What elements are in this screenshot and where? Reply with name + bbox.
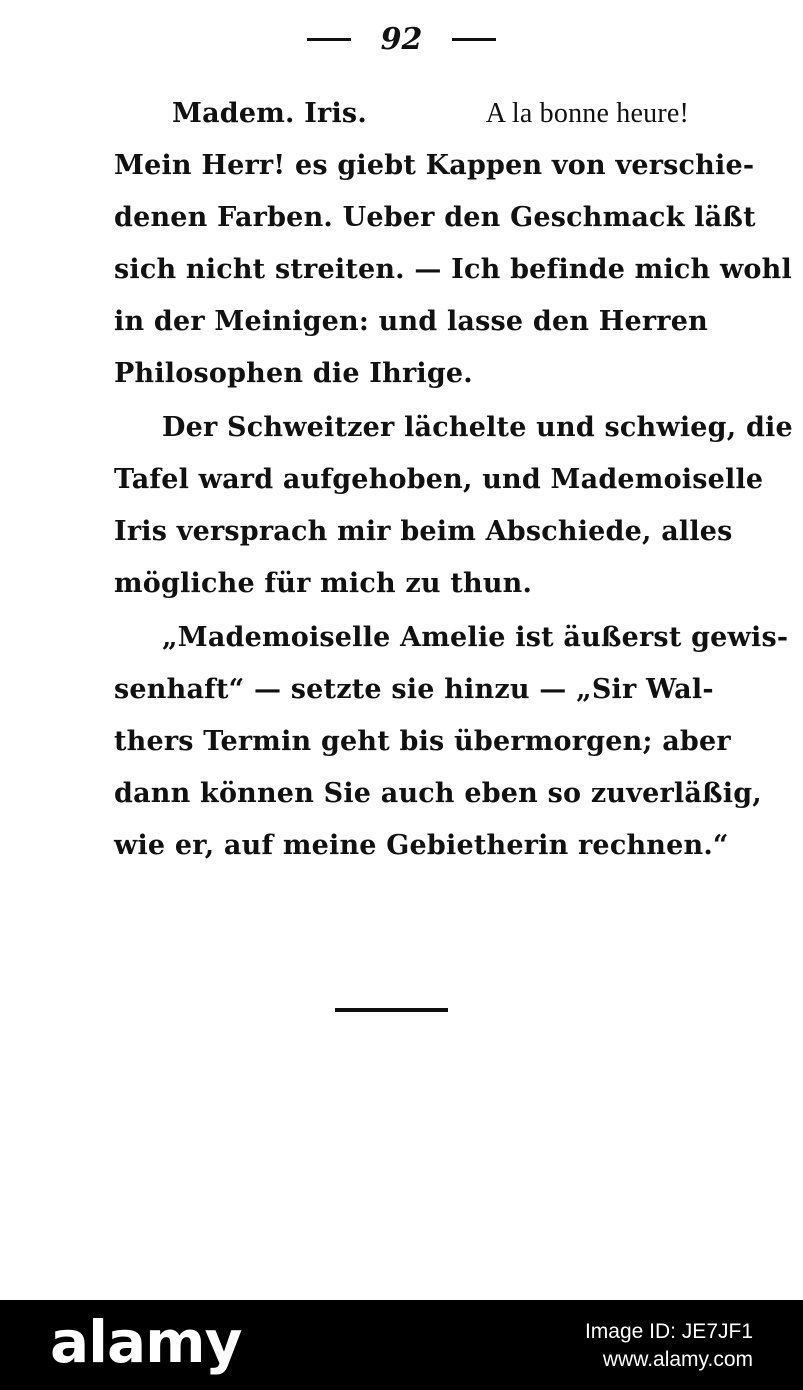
text-line: Der Schweitzer lächelte und schwieg, die [162,412,793,443]
text-line [114,88,689,140]
text-line: thers Termin geht bis übermorgen; aber [114,726,731,757]
watermark-footer [0,1300,803,1390]
text-line: Iris versprach mir beim Abschiede, alles [114,516,733,547]
text-line: senhaft“ — setzte sie hinzu — „Sir Wal- [114,674,714,705]
page-number: 92 [380,22,423,57]
french-phrase: A la bonne heure! [485,98,689,129]
text-line: „Mademoiselle Amelie ist äußerst gewis- [162,622,789,653]
text-line: denen Farben. Ueber den Geschmack läßt [114,202,756,233]
end-rule [335,1008,448,1012]
body-text [114,88,793,872]
text-line: Tafel ward aufgehoben, und Mademoiselle [114,464,764,495]
text-line: wie er, auf meine Gebietherin rechnen.“ [114,830,729,861]
speaker-name: Madem. Iris. [172,98,367,129]
alamy-logo: alamy [50,1308,242,1376]
text-line: in der Meinigen: und lasse den Herren [114,306,708,337]
text-line: sich nicht streiten. — Ich befinde mich wohl [114,254,792,285]
header-dash-left [307,38,351,41]
text-line: Philosophen die Ihrige. [114,358,473,389]
site-url: www.alamy.com [602,1348,753,1371]
page-header [0,22,803,57]
text-line: Mein Herr! es giebt Kappen von verschie- [114,150,755,181]
text-line: mögliche für mich zu thun. [114,568,533,599]
text-line: dann können Sie auch eben so zuverläßig, [114,778,762,809]
header-dash-right [452,38,496,41]
image-id-label: Image ID: JE7JF1 [584,1320,753,1343]
